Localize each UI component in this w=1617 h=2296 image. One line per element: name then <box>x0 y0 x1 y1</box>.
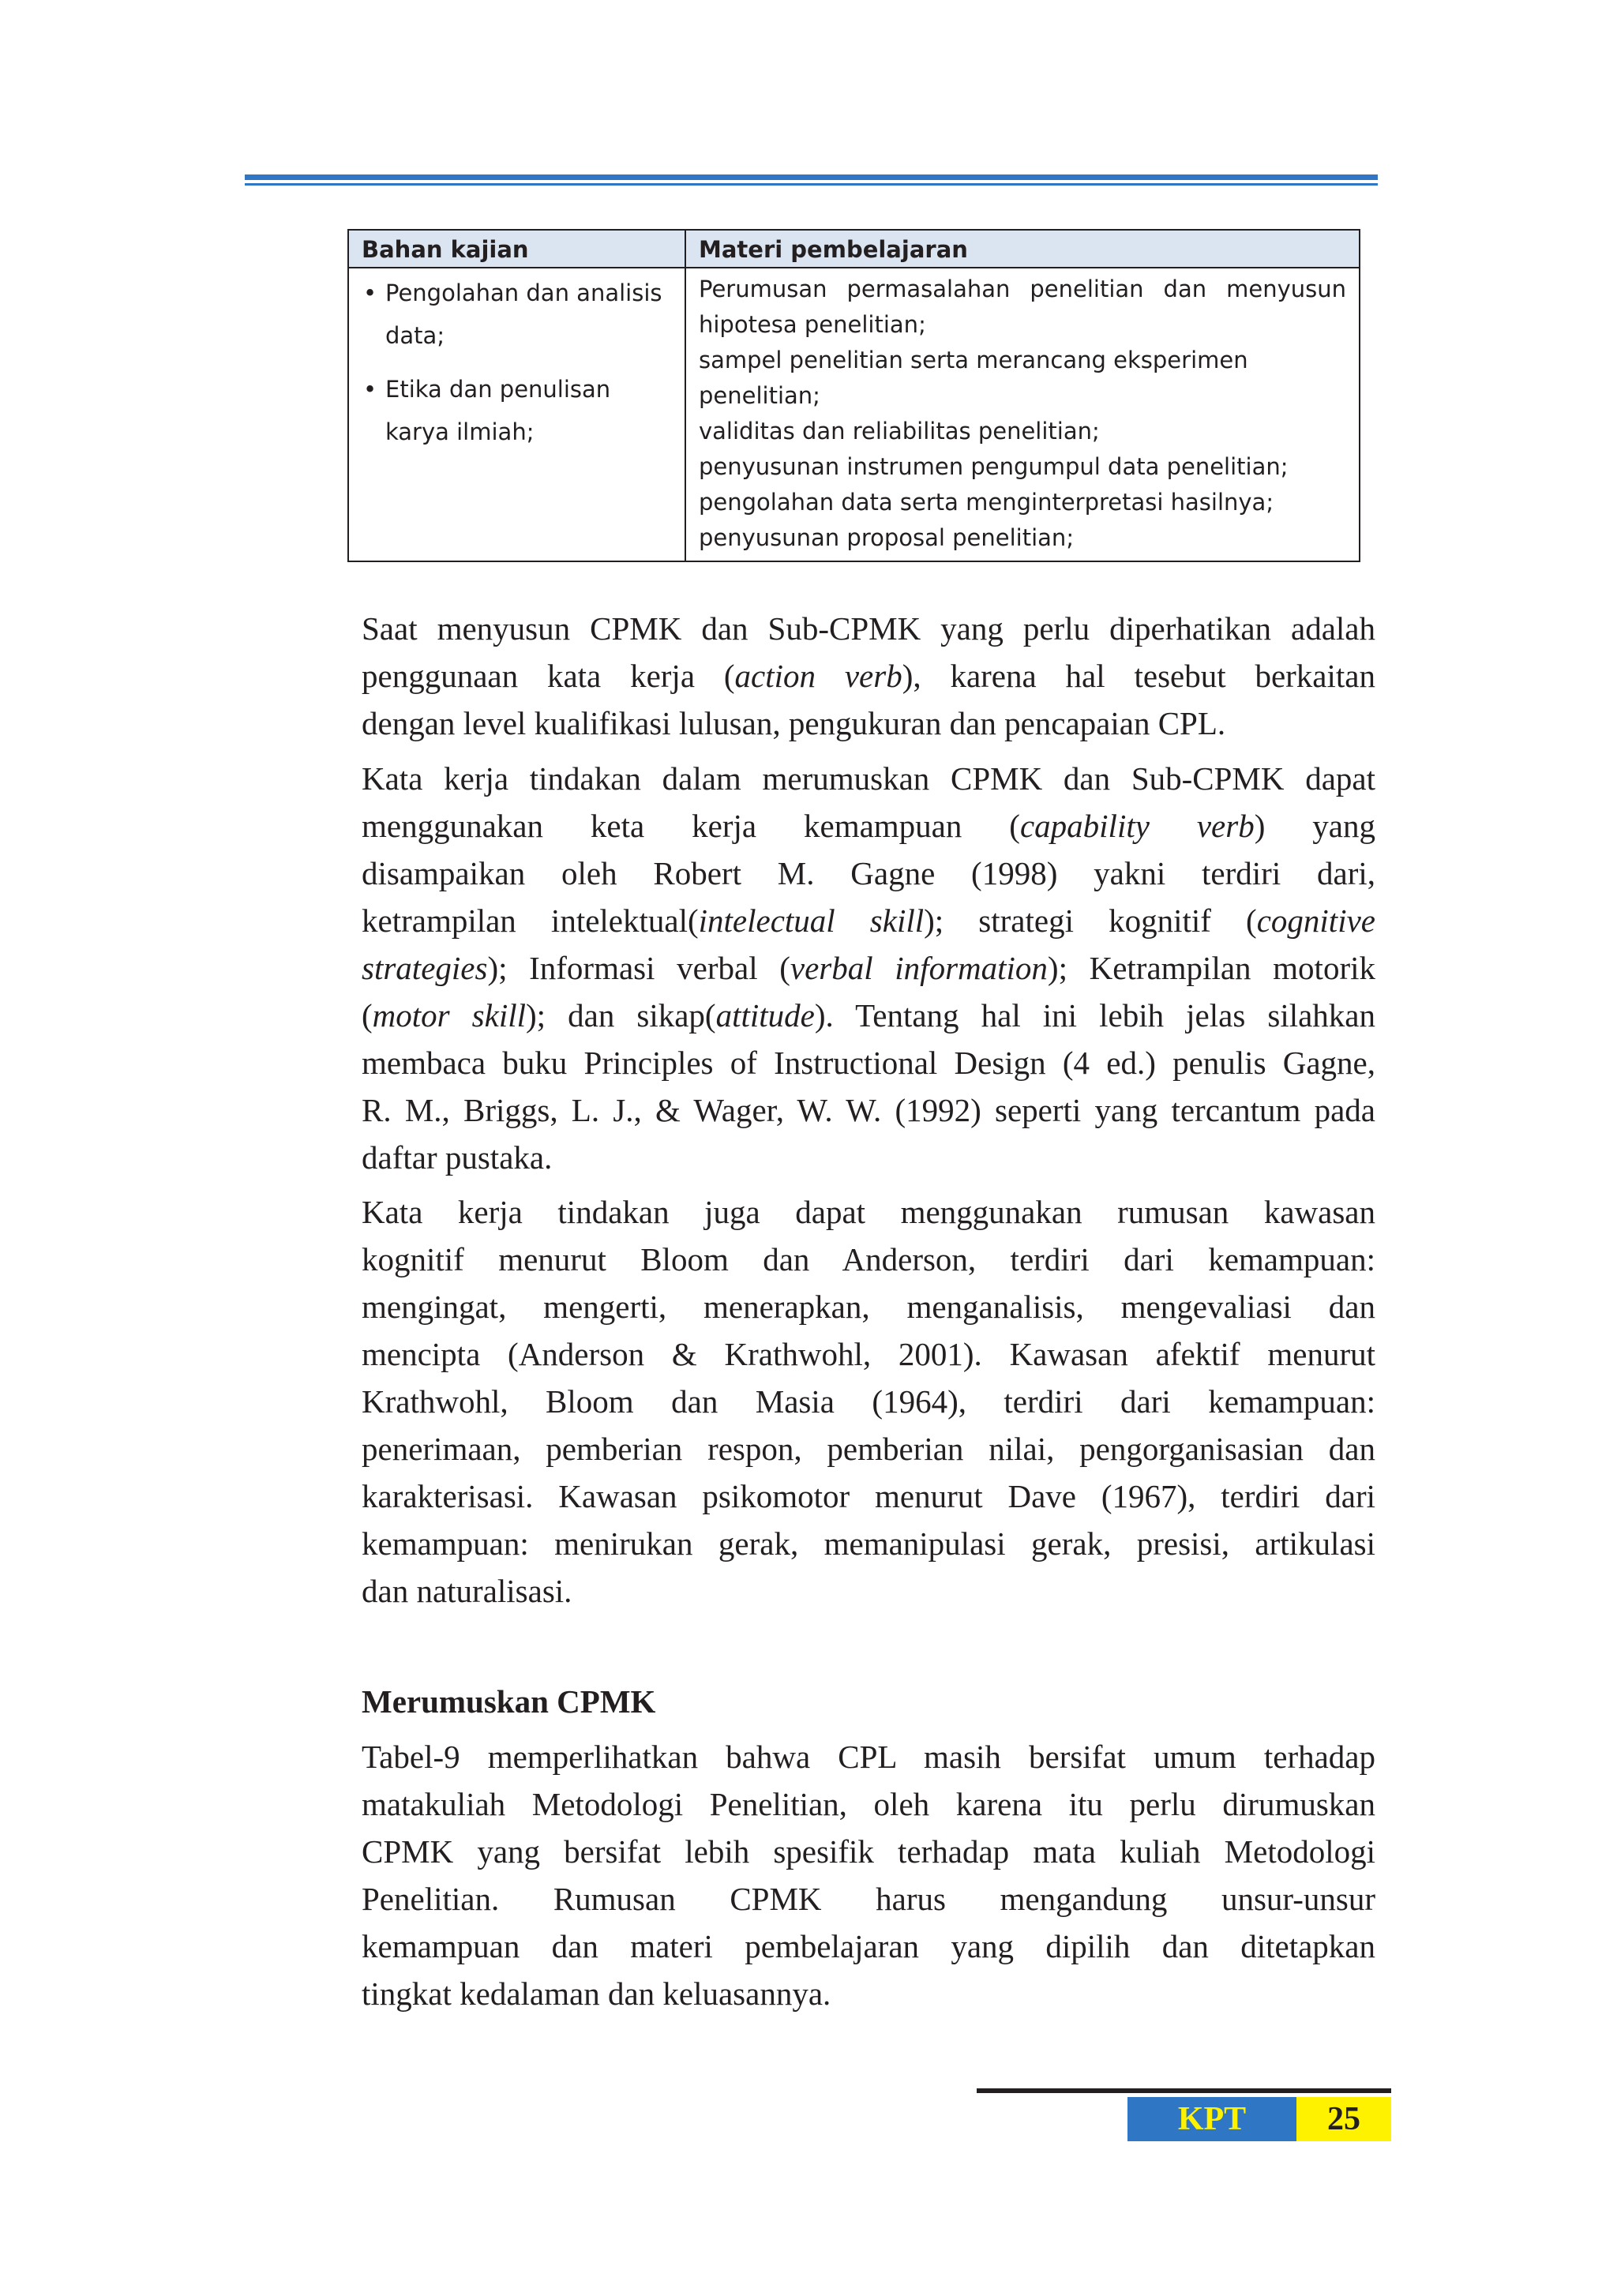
list-item-line: Etika dan penulisan <box>385 376 611 403</box>
paragraph-line: menggunakan keta kerja kemampuan (capability verb) yang <box>362 808 1375 844</box>
paragraph-merumuskan <box>362 1733 1375 2017</box>
footer-rule <box>977 2088 1391 2093</box>
paragraph-line: mengingat, mengerti, menerapkan, menganalisis, mengevaliasi dan <box>362 1289 1375 1325</box>
materi-pembelajaran-cell <box>685 268 1360 561</box>
paragraph-line: disampaikan oleh Robert M. Gagne (1998) yakni terdiri dari, <box>362 855 1375 891</box>
paragraph-line: daftar pustaka. <box>362 1139 553 1176</box>
paragraph-bloom <box>362 1188 1375 1615</box>
paragraph-line: Kata kerja tindakan dalam merumuskan CPMK dan Sub-CPMK dapat <box>362 760 1375 797</box>
paragraph-line: ketrampilan intelektual(intelectual skill); strategi kognitif (cognitive <box>362 902 1375 939</box>
paragraph-action-verb <box>362 605 1375 747</box>
paragraph-line: Kata kerja tindakan juga dapat menggunakan rumusan kawasan <box>362 1194 1375 1230</box>
paragraph-line: penerimaan, pemberian respon, pemberian nilai, pengorganisasian dan <box>362 1431 1375 1467</box>
header-rule-thick <box>245 174 1378 180</box>
paragraph-line: membaca buku Principles of Instructional Design (4 ed.) penulis Gagne, <box>362 1045 1375 1081</box>
materi-line: Perumusan permasalahan penelitian dan menyusun <box>699 276 1346 302</box>
list-item-line: data; <box>385 322 445 349</box>
paragraph-line: tingkat kedalaman dan keluasannya. <box>362 1975 831 2012</box>
paragraph-line: dengan level kualifikasi lulusan, pengukuran dan pencapaian CPL. <box>362 705 1226 741</box>
table-header-row <box>348 230 1360 268</box>
paragraph-line: dan naturalisasi. <box>362 1573 572 1609</box>
list-item-line: Pengolahan dan analisis <box>385 279 662 306</box>
page-number: 25 <box>1296 2097 1391 2141</box>
paragraph-line: strategies); Informasi verbal (verbal information); Ketrampilan motorik <box>362 950 1375 986</box>
table-header-bahan-kajian: Bahan kajian <box>348 230 685 268</box>
table-header-materi-pembelajaran: Materi pembelajaran <box>685 230 1360 268</box>
list-item <box>362 272 672 357</box>
paragraph-line: (motor skill); dan sikap(attitude). Tentang hal ini lebih jelas silahkan <box>362 997 1375 1034</box>
materi-line: penyusunan instrumen pengumpul data penelitian; <box>699 453 1289 480</box>
bahan-kajian-list <box>362 272 672 453</box>
bullet-icon: • <box>363 279 377 306</box>
paragraph-line: karakterisasi. Kawasan psikomotor menurut Dave (1967), terdiri dari <box>362 1478 1375 1514</box>
paragraph-line: penggunaan kata kerja (action verb), karena hal tesebut berkaitan <box>362 658 1375 694</box>
bahan-kajian-cell <box>348 268 685 561</box>
list-item-line: karya ilmiah; <box>385 418 535 445</box>
paragraph-line: Penelitian. Rumusan CPMK harus mengandung unsur-unsur <box>362 1881 1375 1917</box>
paragraph-line: R. M., Briggs, L. J., & Wager, W. W. (1992) seperti yang tercantum pada <box>362 1092 1375 1128</box>
section-heading: Merumuskan CPMK <box>362 1683 656 1720</box>
materi-line: penyusunan proposal penelitian; <box>699 524 1075 551</box>
materi-line: sampel penelitian serta merancang eksperimen <box>699 347 1248 373</box>
paragraph-line: kemampuan: menirukan gerak, memanipulasi gerak, presisi, artikulasi <box>362 1525 1375 1562</box>
paragraph-line: mencipta (Anderson & Krathwohl, 2001). Kawasan afektif menurut <box>362 1336 1375 1372</box>
paragraph-line: Tabel-9 memperlihatkan bahwa CPL masih bersifat umum terhadap <box>362 1739 1375 1775</box>
paragraph-line: kemampuan dan materi pembelajaran yang dipilih dan ditetapkan <box>362 1928 1375 1964</box>
table-row <box>348 268 1360 561</box>
paragraph-line: CPMK yang bersifat lebih spesifik terhadap mata kuliah Metodologi <box>362 1833 1375 1870</box>
paragraph-line: Krathwohl, Bloom dan Masia (1964), terdiri dari kemampuan: <box>362 1383 1375 1420</box>
materi-line: penelitian; <box>699 382 820 409</box>
materi-line: validitas dan reliabilitas penelitian; <box>699 418 1100 445</box>
materi-line: pengolahan data serta menginterpretasi hasilnya; <box>699 489 1274 516</box>
list-item <box>362 368 672 453</box>
paragraph-line: Saat menyusun CPMK dan Sub-CPMK yang perlu diperhatikan adalah <box>362 610 1375 647</box>
bullet-icon: • <box>363 376 377 403</box>
paragraph-gagne <box>362 755 1375 1181</box>
footer-tag: KPT <box>1127 2097 1296 2141</box>
bahan-materi-table <box>347 229 1360 562</box>
paragraph-line: matakuliah Metodologi Penelitian, oleh karena itu perlu dirumuskan <box>362 1786 1375 1822</box>
paragraph-line: kognitif menurut Bloom dan Anderson, terdiri dari kemampuan: <box>362 1241 1375 1277</box>
materi-line: hipotesa penelitian; <box>699 311 926 338</box>
header-rule-thin <box>245 183 1378 186</box>
